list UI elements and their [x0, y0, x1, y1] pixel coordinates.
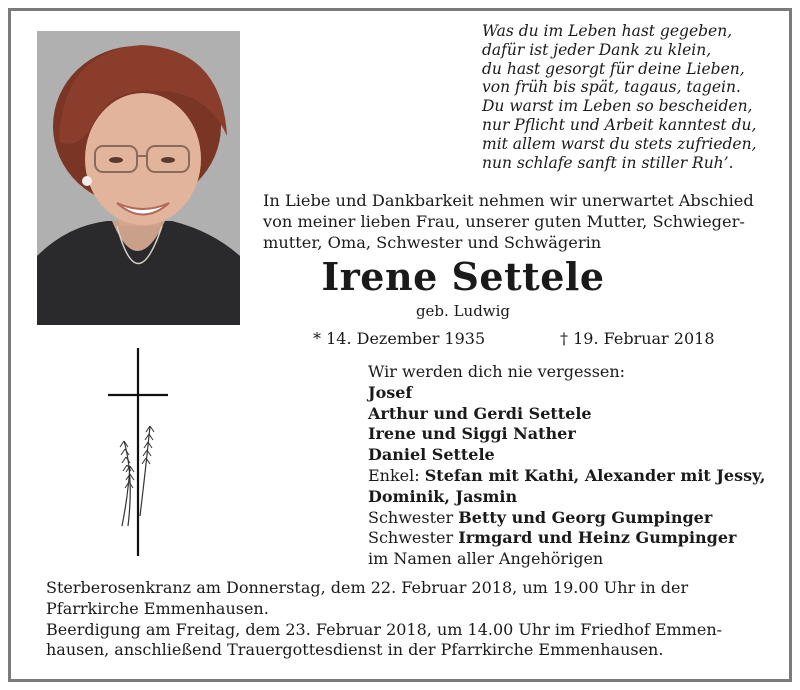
footer-line: hausen, anschließend Trauergottesdienst in der Pfarrkirche Emmenhausen.	[46, 640, 664, 660]
all-relatives: im Namen aller Angehörigen	[368, 549, 604, 569]
enkel-names: Stefan mit Kathi, Alexander mit Jessy,	[424, 465, 766, 485]
service-info	[46, 578, 776, 661]
enkel-line	[368, 466, 788, 487]
enkel-label: Enkel:	[368, 465, 420, 485]
footer-line: Sterberosenkranz am Donnerstag, dem 22. Februar 2018, um 19.00 Uhr in der	[46, 578, 689, 597]
intro-text	[263, 190, 783, 253]
footer-line: Beerdigung am Freitag, dem 23. Februar 2018, um 14.00 Uhr im Friedhof Emmen-	[46, 619, 723, 639]
intro-line: In Liebe und Dankbarkeit nehmen wir unerwartet Abschied	[263, 191, 754, 210]
poem-line: von früh bis spät, tagaus, tagein.	[482, 78, 741, 97]
deceased-name: Irene Settele	[321, 254, 605, 299]
poem-line: Was du im Leben hast gegeben,	[482, 22, 733, 40]
mourner-arthur: Arthur und Gerdi Settele	[368, 403, 592, 423]
mourner-irene: Irene und Siggi Nather	[368, 424, 576, 444]
birth-date: * 14. Dezember 1935	[313, 329, 486, 348]
maiden-name: geb. Ludwig	[415, 302, 511, 320]
schwester-line	[368, 508, 788, 529]
footer-line: Pfarrkirche Emmenhausen.	[46, 598, 269, 618]
poem-line: nun schlafe sanft in stiller Ruh’.	[482, 153, 734, 172]
schwester-label: Schwester	[368, 528, 454, 548]
family-intro: Wir werden dich nie vergessen:	[368, 362, 626, 381]
intro-line: mutter, Oma, Schwester und Schwägerin	[263, 233, 602, 252]
mourner-daniel: Daniel Settele	[368, 445, 495, 465]
poem-line: nur Pflicht und Arbeit kanntest du,	[482, 115, 757, 134]
schwester-names: Irmgard und Heinz Gumpinger	[458, 528, 737, 548]
mourner-josef: Josef	[368, 382, 413, 402]
poem-line: Du warst im Leben so bescheiden,	[482, 97, 753, 116]
death-date: † 19. Februar 2018	[560, 329, 715, 348]
cross-with-wheat-icon	[100, 346, 180, 558]
poem-line: mit allem warst du stets zufrieden,	[482, 134, 757, 153]
schwester-label: Schwester	[368, 507, 454, 527]
intro-line: von meiner lieben Frau, unserer guten Mutter, Schwieger-	[263, 212, 745, 231]
family-list	[368, 362, 788, 570]
portrait-photo	[37, 31, 240, 325]
poem	[482, 22, 782, 172]
schwester-line	[368, 528, 788, 549]
poem-line: du hast gesorgt für deine Lieben,	[482, 59, 745, 78]
schwester-names: Betty und Georg Gumpinger	[458, 507, 713, 527]
enkel-names-cont: Dominik, Jasmin	[368, 486, 518, 506]
poem-line: dafür ist jeder Dank zu klein,	[482, 40, 712, 59]
